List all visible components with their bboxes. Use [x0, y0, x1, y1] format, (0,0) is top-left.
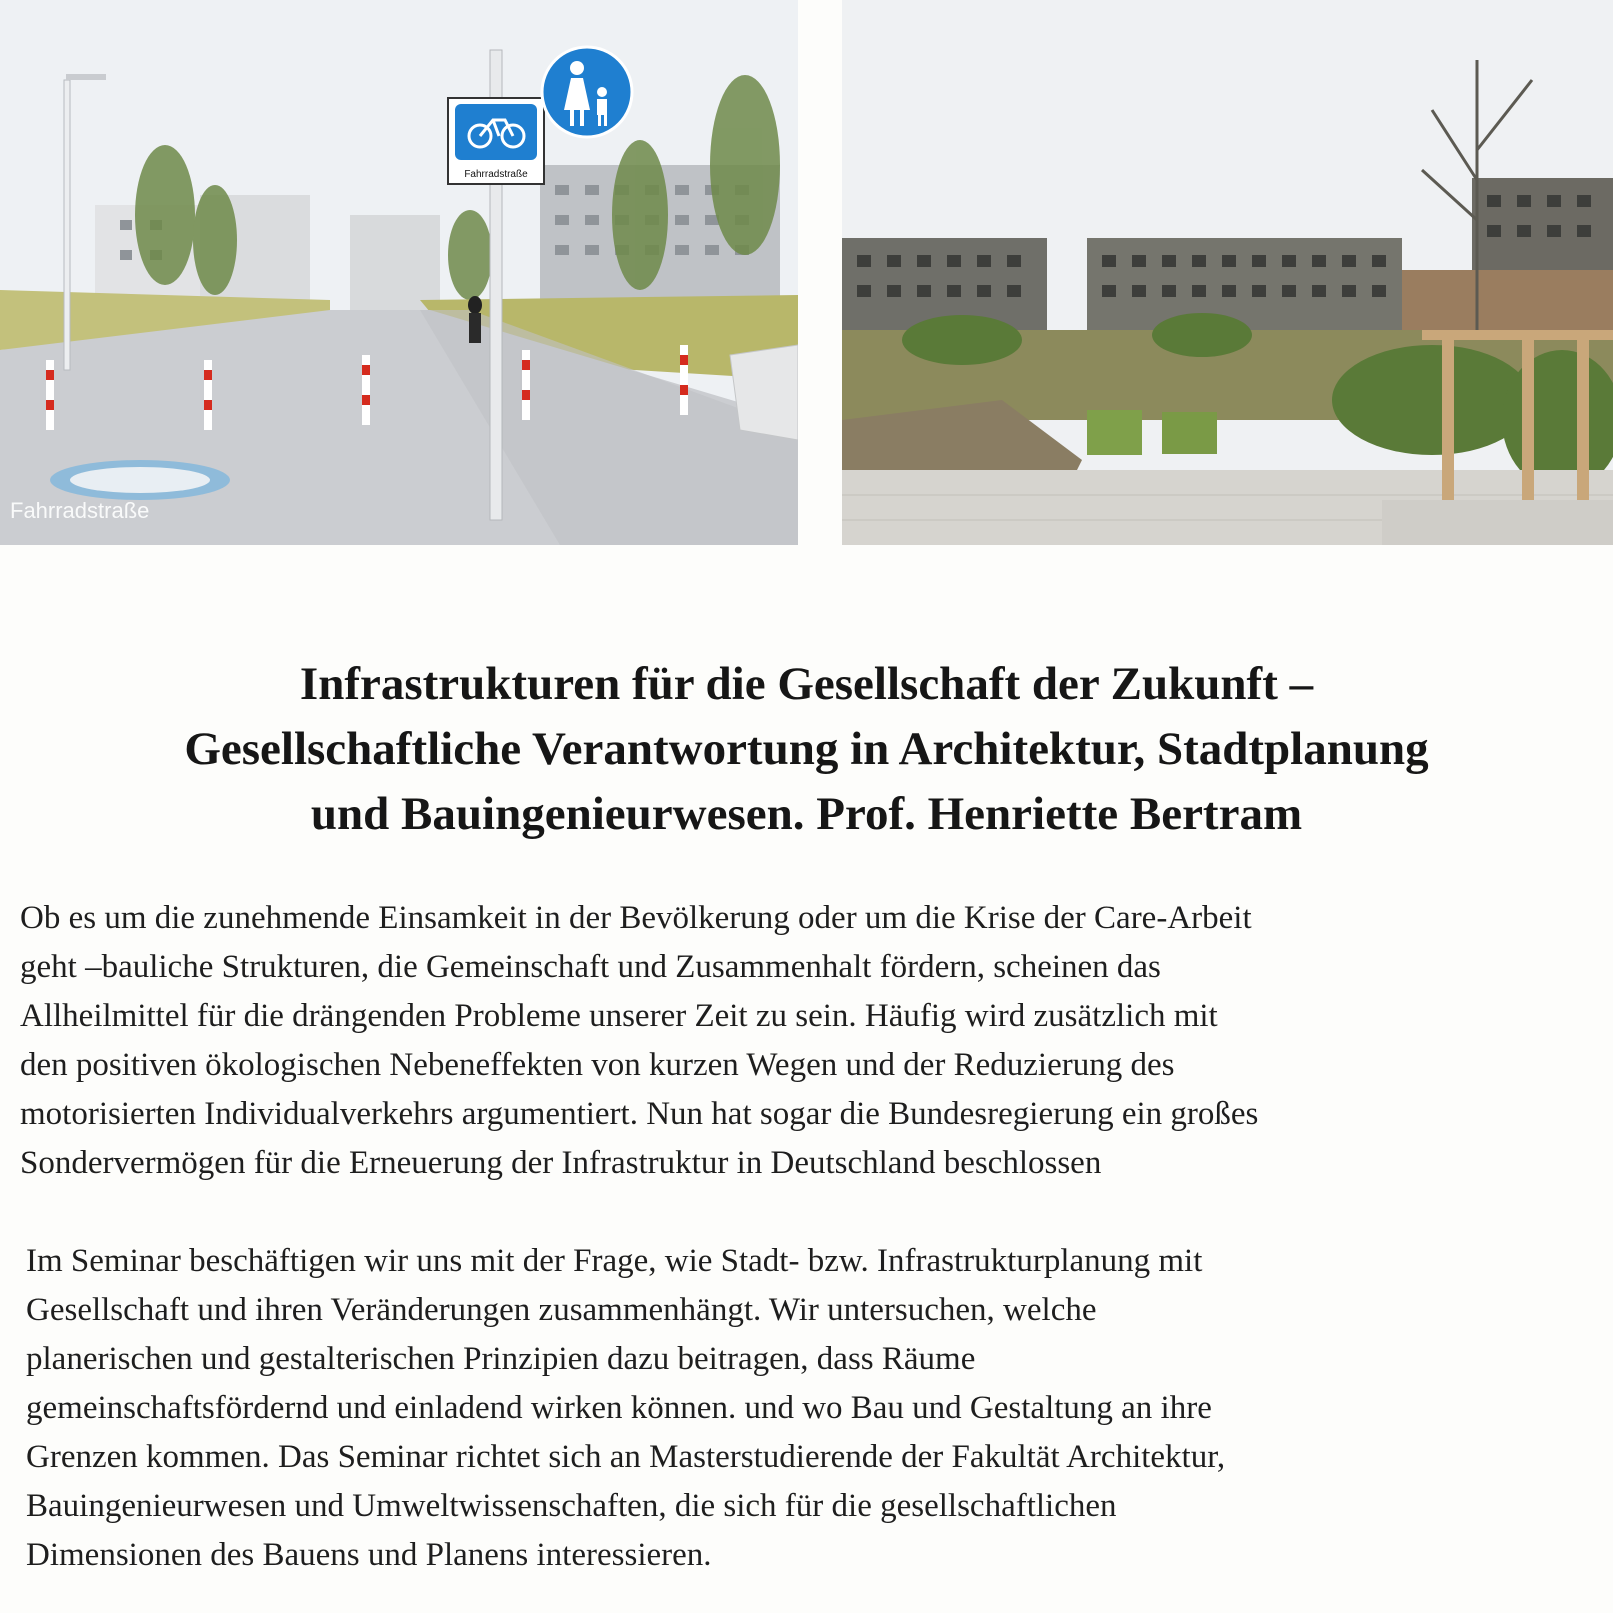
text-line: den positiven ökologischen Nebeneffekten von kurzen Wegen und der Reduzierung des — [20, 1047, 1175, 1083]
text-line: Allheilmittel für die drängenden Probleme unserer Zeit zu sein. Häufig wird zusätzlich mit — [20, 998, 1218, 1034]
photo-bicycle-street-illustration — [0, 0, 798, 545]
title-line: Infrastrukturen für die Gesellschaft der Zukunft – — [299, 658, 1314, 710]
paragraph-seminar — [26, 1237, 1613, 1580]
text-line: gemeinschaftsfördernd und einladend wirken können. und wo Bau und Gestaltung an ihre — [26, 1390, 1212, 1426]
photo-residential-quarter — [842, 0, 1613, 545]
text-line: Gesellschaft und ihren Veränderungen zusammenhängt. Wir untersuchen, welche — [26, 1292, 1097, 1328]
text-line: Bauingenieurwesen und Umweltwissenschaften, die sich für die gesellschaftlichen — [26, 1488, 1117, 1524]
text-line: planerischen und gestalterischen Prinzipien dazu beitragen, dass Räume — [26, 1341, 976, 1377]
document-title — [20, 652, 1593, 847]
text-line: Sondervermögen für die Erneuerung der Infrastruktur in Deutschland beschlossen — [20, 1145, 1102, 1181]
text-line: Ob es um die zunehmende Einsamkeit in der Bevölkerung oder um die Krise der Care-Arbeit — [20, 900, 1252, 936]
text-line: Dimensionen des Bauens und Planens interessieren. — [26, 1537, 712, 1573]
paragraph-intro — [20, 894, 1610, 1188]
photo-bicycle-street — [0, 0, 798, 545]
title-line: und Bauingenieurwesen. Prof. Henriette Bertram — [310, 788, 1303, 840]
road-marking-text: Fahrradstraße — [10, 498, 150, 523]
photo-residential-quarter-illustration — [842, 0, 1613, 545]
title-line: Gesellschaftliche Verantwortung in Architektur, Stadtplanung — [184, 723, 1429, 775]
text-line: motorisierten Individualverkehrs argumentiert. Nun hat sogar die Bundesregierung ein großes — [20, 1096, 1259, 1132]
text-line: geht –bauliche Strukturen, die Gemeinschaft und Zusammenhalt fördern, scheinen das — [20, 949, 1161, 985]
text-line: Im Seminar beschäftigen wir uns mit der Frage, wie Stadt- bzw. Infrastrukturplanung mit — [26, 1243, 1203, 1279]
sign-text: Fahrradstraße — [464, 169, 528, 180]
text-line: Grenzen kommen. Das Seminar richtet sich an Masterstudierende der Fakultät Architektur, — [26, 1439, 1226, 1475]
